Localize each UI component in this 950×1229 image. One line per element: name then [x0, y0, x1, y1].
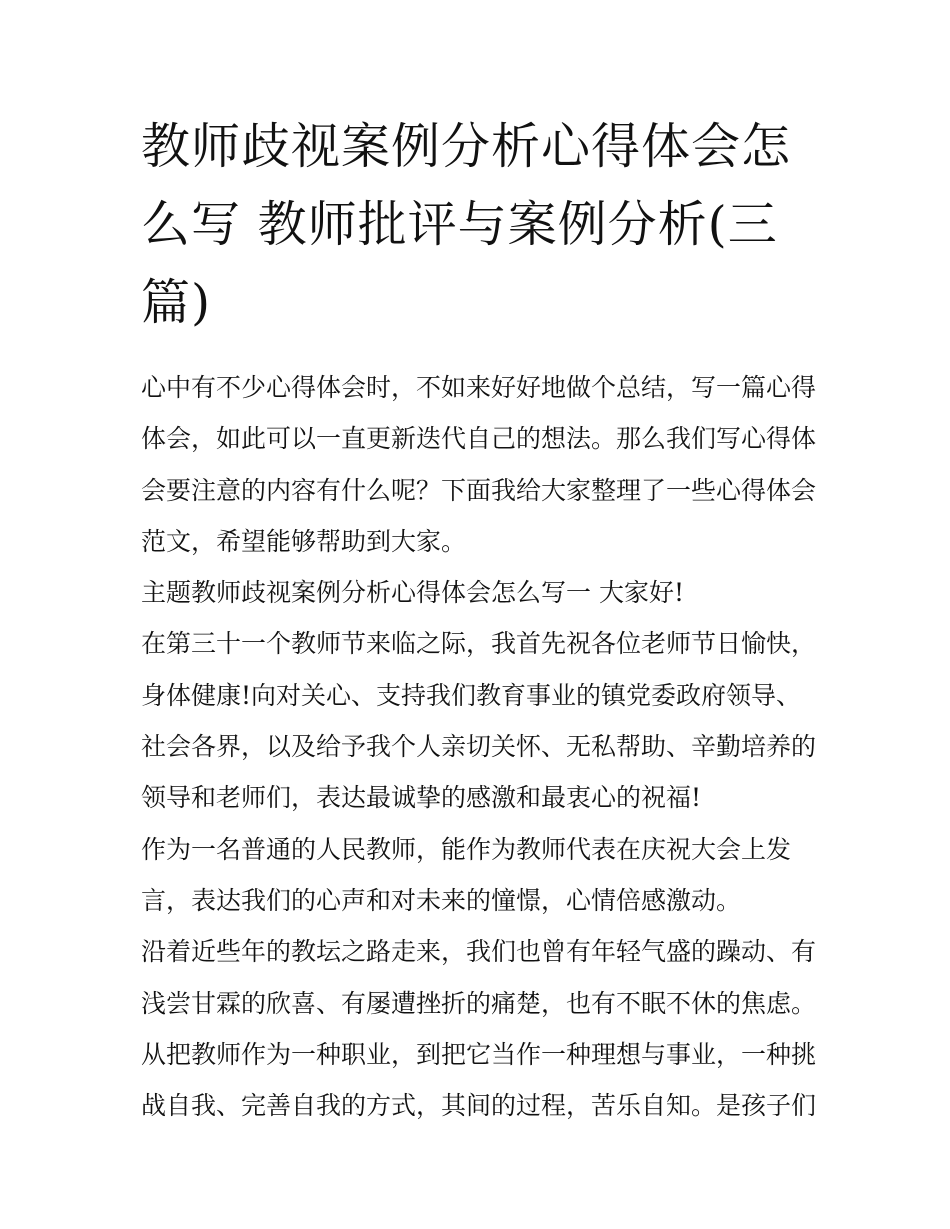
- document-page: [141, 108, 816, 1131]
- paragraph-topic-heading: 主题教师歧视案例分析心得体会怎么写一 大家好!: [141, 578, 684, 608]
- paragraph-teachers-day-greeting: 在第三十一个教师节来临之际，我首先祝各位老师节日愉快，身体健康!向对关心、支持我们教育事业的镇党委政府领导、社会各界，以及给予我个人亲切关怀、无私帮助、辛勤培养的领导和老师们，表达最诚挚的感激和最衷心的祝福!: [141, 629, 817, 813]
- paragraph-teaching-journey: 沿着近些年的教坛之路走来，我们也曾有年轻气盛的躁动、有浅尝甘霖的欣喜、有屡遭挫折的痛楚，也有不眠不休的焦虑。从把教师作为一种职业，到把它当作一种理想与事业，一种挑战自我、完善自我的方式，其间的过程，苦乐自知。是孩子们: [141, 937, 817, 1121]
- paragraph-teacher-representative: 作为一名普通的人民教师，能作为教师代表在庆祝大会上发言，表达我们的心声和对未来的憧憬，心情倍感激动。: [141, 834, 792, 915]
- paragraph-intro: 心中有不少心得体会时，不如来好好地做个总结，写一篇心得体会，如此可以一直更新迭代自己的想法。那么我们写心得体会要注意的内容有什么呢？下面我给大家整理了一些心得体会范文，希望能够帮助到大家。: [141, 373, 817, 556]
- document-title: 教师歧视案例分析心得体会怎么写 教师批评与案例分析(三篇): [141, 118, 792, 331]
